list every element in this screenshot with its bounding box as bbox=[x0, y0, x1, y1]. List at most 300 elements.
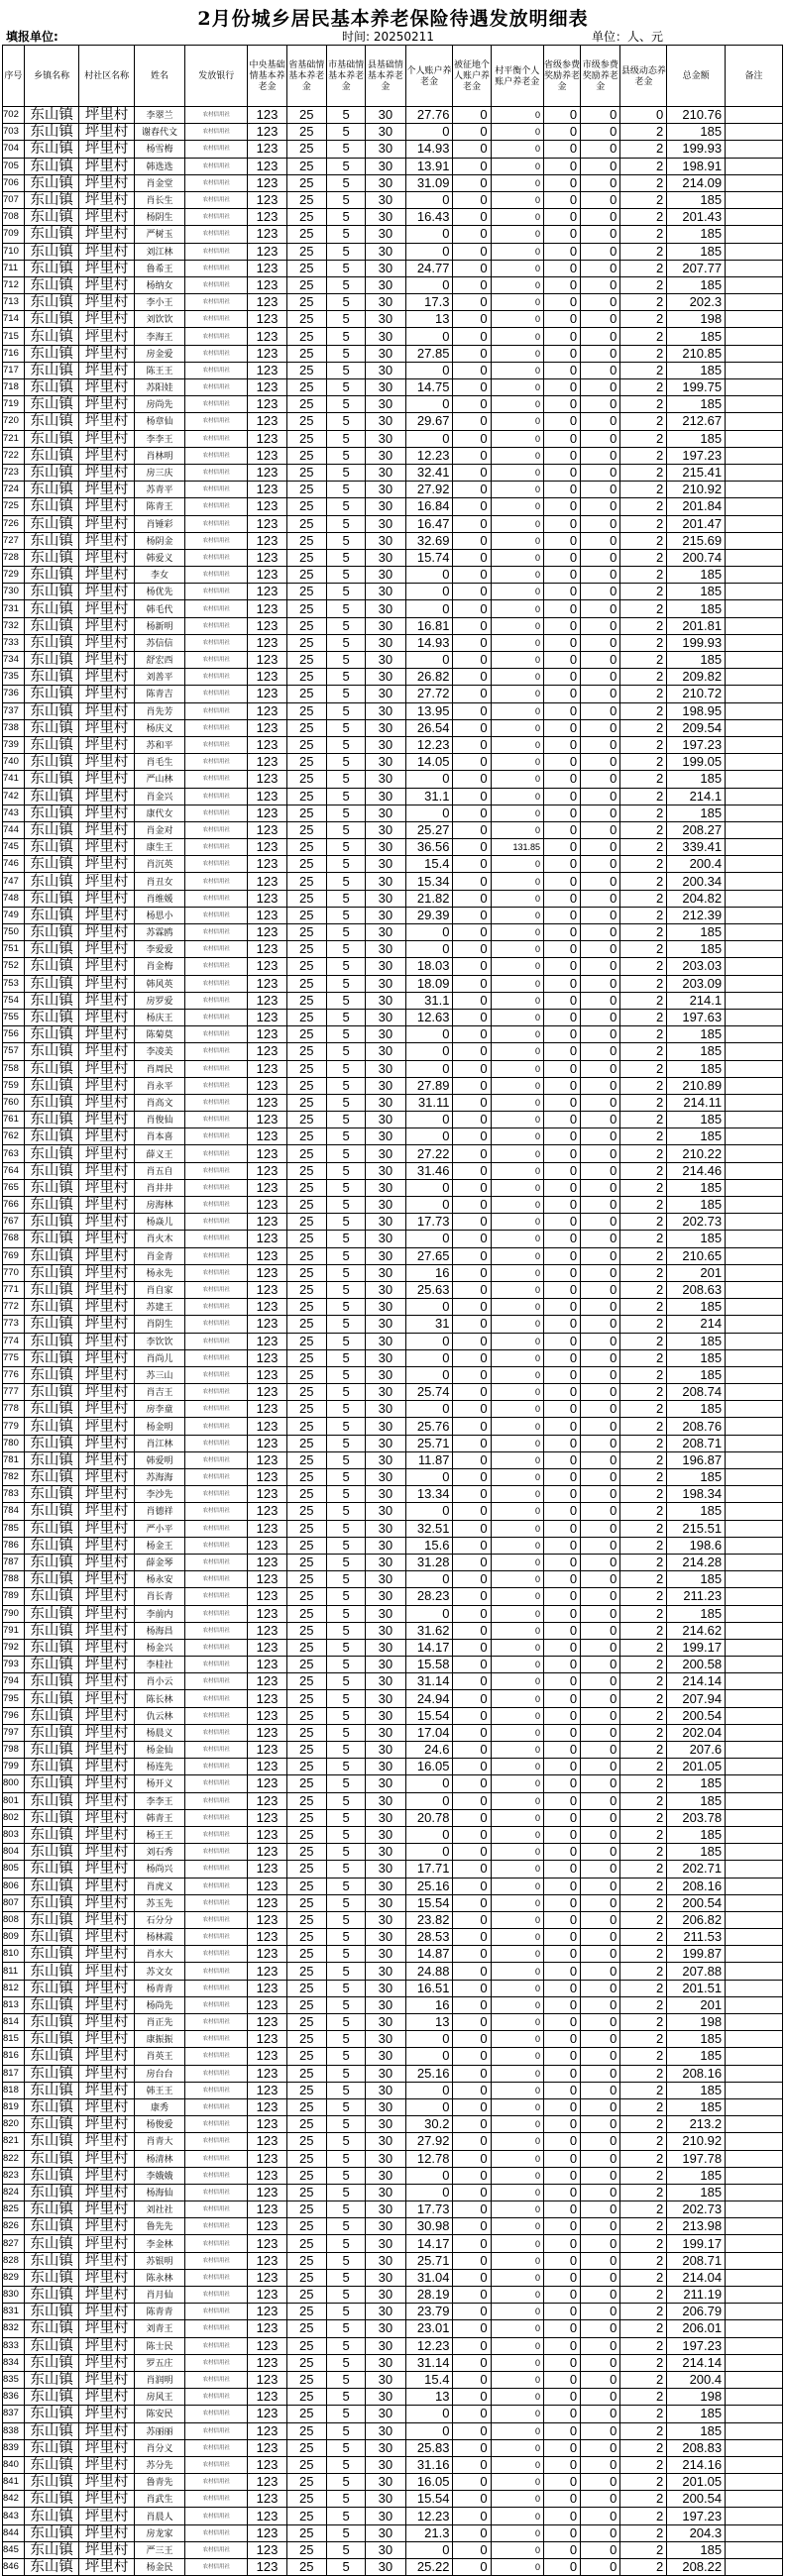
table-cell: 30 bbox=[366, 2082, 405, 2098]
table-cell: 25 bbox=[286, 345, 326, 362]
table-cell: 0 bbox=[453, 1094, 491, 1111]
table-cell: 766 bbox=[3, 1197, 25, 1214]
table-cell: 0 bbox=[544, 379, 581, 396]
table-row bbox=[3, 2508, 783, 2524]
table-cell: 25 bbox=[286, 617, 326, 634]
table-cell: 0 bbox=[581, 1657, 620, 1673]
table-cell: 25 bbox=[286, 1792, 326, 1809]
table-cell: 30 bbox=[366, 1435, 405, 1451]
table-cell: 203.03 bbox=[667, 958, 726, 975]
table-cell bbox=[726, 413, 783, 430]
table-cell bbox=[726, 2218, 783, 2235]
table-cell: 坪里村 bbox=[79, 1316, 135, 1333]
table-row bbox=[3, 702, 783, 719]
table-cell: 0 bbox=[453, 396, 491, 413]
table-cell: 25 bbox=[286, 2048, 326, 2065]
table-cell: 123 bbox=[248, 1026, 286, 1043]
table-cell: 坪里村 bbox=[79, 1349, 135, 1366]
table-cell: 0 bbox=[405, 1366, 453, 1383]
table-cell: 25 bbox=[286, 1809, 326, 1826]
table-cell: 5 bbox=[326, 634, 365, 651]
table-cell: 肖毛生 bbox=[134, 754, 184, 771]
table-cell: 5 bbox=[326, 2304, 365, 2320]
table-cell: 0 bbox=[544, 2491, 581, 2508]
table-cell: 25 bbox=[286, 260, 326, 276]
table-cell bbox=[726, 1145, 783, 1162]
table-cell: 782 bbox=[3, 1469, 25, 1486]
table-cell: 仇云林 bbox=[134, 1707, 184, 1724]
table-cell: 0 bbox=[544, 2406, 581, 2422]
table-cell: 0 bbox=[581, 2048, 620, 2065]
table-cell: 0 bbox=[453, 584, 491, 600]
table-cell: 0 bbox=[491, 771, 543, 788]
table-cell: 0 bbox=[491, 1673, 543, 1690]
table-cell: 2 bbox=[620, 1162, 667, 1179]
table-cell: 0 bbox=[453, 1775, 491, 1792]
table-cell: 康秀 bbox=[134, 2098, 184, 2115]
table-cell: 0 bbox=[491, 584, 543, 600]
table-cell: 农村信用社 bbox=[185, 1588, 248, 1605]
table-cell: 201.81 bbox=[667, 617, 726, 634]
table-cell: 0 bbox=[491, 174, 543, 191]
table-cell: 32.69 bbox=[405, 532, 453, 549]
table-cell: 肖月仙 bbox=[134, 2287, 184, 2304]
table-cell: 0 bbox=[491, 600, 543, 617]
table-cell: 208.76 bbox=[667, 1418, 726, 1435]
table-cell: 0 bbox=[491, 430, 543, 447]
table-cell: 0 bbox=[453, 2235, 491, 2252]
page-title: 2月份城乡居民基本养老保险待遇发放明细表 bbox=[197, 8, 589, 30]
table-cell bbox=[726, 1231, 783, 1247]
table-cell: 0 bbox=[491, 941, 543, 958]
table-cell: 2 bbox=[620, 1145, 667, 1162]
table-cell: 坪里村 bbox=[79, 617, 135, 634]
table-cell: 农村信用社 bbox=[185, 1026, 248, 1043]
table-cell: 农村信用社 bbox=[185, 1281, 248, 1298]
table-cell: 5 bbox=[326, 1826, 365, 1843]
table-cell: 14.17 bbox=[405, 2235, 453, 2252]
table-cell: 5 bbox=[326, 1894, 365, 1911]
table-cell: 123 bbox=[248, 1826, 286, 1843]
table-cell: 15.4 bbox=[405, 856, 453, 873]
table-cell: 农村信用社 bbox=[185, 430, 248, 447]
table-cell: 0 bbox=[544, 1451, 581, 1468]
table-cell: 0 bbox=[581, 1231, 620, 1247]
table-cell: 750 bbox=[3, 924, 25, 941]
table-cell: 30 bbox=[366, 1724, 405, 1741]
table-cell: 201.05 bbox=[667, 2474, 726, 2491]
table-cell: 774 bbox=[3, 1333, 25, 1349]
table-cell: 30 bbox=[366, 890, 405, 907]
table-cell: 农村信用社 bbox=[185, 1401, 248, 1418]
table-cell: 农村信用社 bbox=[185, 1197, 248, 1214]
table-cell: 16.51 bbox=[405, 1980, 453, 1996]
table-cell: 李凌美 bbox=[134, 1043, 184, 1060]
table-cell: 789 bbox=[3, 1588, 25, 1605]
table-cell: 0 bbox=[491, 1179, 543, 1196]
table-row bbox=[3, 567, 783, 584]
report-time: 时间: 20250211 bbox=[342, 30, 434, 44]
table-cell bbox=[726, 1469, 783, 1486]
table-cell: 0 bbox=[544, 873, 581, 890]
table-cell: 768 bbox=[3, 1231, 25, 1247]
table-cell: 杨庆王 bbox=[134, 1009, 184, 1025]
table-cell: 肖长青 bbox=[134, 1588, 184, 1605]
table-cell: 房风王 bbox=[134, 2389, 184, 2406]
table-cell: 0 bbox=[581, 209, 620, 226]
table-cell: 123 bbox=[248, 821, 286, 838]
table-row bbox=[3, 1486, 783, 1503]
table-cell bbox=[726, 1316, 783, 1333]
table-cell: 123 bbox=[248, 1742, 286, 1759]
table-cell: 185 bbox=[667, 600, 726, 617]
table-cell: 0 bbox=[581, 1469, 620, 1486]
table-cell: 农村信用社 bbox=[185, 1792, 248, 1809]
table-cell: 农村信用社 bbox=[185, 482, 248, 498]
table-cell: 796 bbox=[3, 1707, 25, 1724]
table-cell: 11.87 bbox=[405, 1451, 453, 1468]
table-cell: 0 bbox=[544, 1486, 581, 1503]
table-cell: 123 bbox=[248, 1299, 286, 1316]
table-cell: 5 bbox=[326, 1384, 365, 1401]
table-cell: 2 bbox=[620, 1537, 667, 1554]
table-cell: 25 bbox=[286, 2422, 326, 2439]
table-cell: 坪里村 bbox=[79, 158, 135, 174]
table-cell: 坪里村 bbox=[79, 856, 135, 873]
table-cell: 30 bbox=[366, 174, 405, 191]
table-cell: 东山镇 bbox=[24, 1060, 79, 1077]
table-cell: 208.16 bbox=[667, 1878, 726, 1894]
table-cell: 123 bbox=[248, 2287, 286, 2304]
table-cell bbox=[726, 2508, 783, 2524]
table-cell: 767 bbox=[3, 1214, 25, 1231]
table-cell: 0 bbox=[581, 243, 620, 260]
table-row bbox=[3, 1401, 783, 1418]
table-row bbox=[3, 1588, 783, 1605]
table-cell: 30 bbox=[366, 736, 405, 753]
table-cell: 0 bbox=[581, 1809, 620, 1826]
table-cell: 2 bbox=[620, 1826, 667, 1843]
table-cell: 坪里村 bbox=[79, 941, 135, 958]
table-row bbox=[3, 498, 783, 515]
table-cell: 0 bbox=[453, 924, 491, 941]
table-cell: 东山镇 bbox=[24, 1486, 79, 1503]
table-cell: 30 bbox=[366, 260, 405, 276]
table-cell: 东山镇 bbox=[24, 2098, 79, 2115]
table-row bbox=[3, 1707, 783, 1724]
table-cell: 东山镇 bbox=[24, 1469, 79, 1486]
table-cell: 0 bbox=[544, 2439, 581, 2456]
table-cell: 0 bbox=[581, 2218, 620, 2235]
table-cell: 123 bbox=[248, 1759, 286, 1775]
table-cell: 0 bbox=[544, 2474, 581, 2491]
table-cell: 5 bbox=[326, 158, 365, 174]
table-cell: 0 bbox=[544, 1281, 581, 1298]
column-header: 县级动态养老金 bbox=[620, 46, 667, 107]
table-cell: 农村信用社 bbox=[185, 890, 248, 907]
table-cell: 123 bbox=[248, 1946, 286, 1963]
table-cell: 0 bbox=[581, 174, 620, 191]
table-cell: 30 bbox=[366, 1009, 405, 1025]
table-cell: 30 bbox=[366, 2133, 405, 2150]
table-cell: 0 bbox=[491, 567, 543, 584]
table-row bbox=[3, 2337, 783, 2354]
table-cell: 农村信用社 bbox=[185, 1724, 248, 1741]
table-cell: 0 bbox=[544, 821, 581, 838]
table-cell: 0 bbox=[581, 924, 620, 941]
table-cell: 坪里村 bbox=[79, 276, 135, 293]
table-cell: 785 bbox=[3, 1520, 25, 1537]
table-cell: 123 bbox=[248, 1469, 286, 1486]
table-cell: 199.87 bbox=[667, 1946, 726, 1963]
table-cell: 0 bbox=[544, 2541, 581, 2558]
table-cell: 坪里村 bbox=[79, 719, 135, 736]
table-cell: 833 bbox=[3, 2337, 25, 2354]
table-cell: 0 bbox=[453, 1673, 491, 1690]
table-cell: 0 bbox=[581, 2082, 620, 2098]
table-cell: 25 bbox=[286, 1486, 326, 1503]
table-cell: 31.28 bbox=[405, 1554, 453, 1570]
table-cell bbox=[726, 805, 783, 821]
table-cell: 0 bbox=[544, 1060, 581, 1077]
table-cell: 2 bbox=[620, 617, 667, 634]
table-cell: 0 bbox=[581, 1537, 620, 1554]
table-cell: 0 bbox=[581, 379, 620, 396]
table-cell: 0 bbox=[491, 209, 543, 226]
table-cell: 25 bbox=[286, 515, 326, 532]
table-cell: 0 bbox=[544, 2559, 581, 2576]
table-row bbox=[3, 260, 783, 276]
table-cell: 0 bbox=[453, 2559, 491, 2576]
column-header: 村平衡个人账户养老金 bbox=[491, 46, 543, 107]
table-cell: 0 bbox=[544, 2337, 581, 2354]
table-cell: 0 bbox=[491, 2354, 543, 2371]
table-cell: 2 bbox=[620, 1247, 667, 1264]
table-cell: 5 bbox=[326, 1214, 365, 1231]
table-cell: 0 bbox=[581, 1588, 620, 1605]
table-cell: 30 bbox=[366, 1996, 405, 2013]
table-cell: 0 bbox=[491, 1316, 543, 1333]
table-cell: 陈青王 bbox=[134, 498, 184, 515]
table-cell: 农村信用社 bbox=[185, 1503, 248, 1520]
table-cell bbox=[726, 2184, 783, 2200]
table-cell: 0 bbox=[544, 1214, 581, 1231]
table-cell: 0 bbox=[453, 362, 491, 378]
table-cell: 0 bbox=[491, 2167, 543, 2184]
table-cell: 刘江林 bbox=[134, 243, 184, 260]
table-cell bbox=[726, 1605, 783, 1622]
table-cell: 185 bbox=[667, 1503, 726, 1520]
table-cell: 123 bbox=[248, 2389, 286, 2406]
table-cell: 2 bbox=[620, 1401, 667, 1418]
table-cell: 坪里村 bbox=[79, 2133, 135, 2150]
table-cell: 农村信用社 bbox=[185, 2201, 248, 2218]
table-cell: 0 bbox=[581, 617, 620, 634]
table-cell: 25 bbox=[286, 719, 326, 736]
table-cell: 812 bbox=[3, 1980, 25, 1996]
table-cell: 0 bbox=[405, 328, 453, 345]
table-cell: 31.11 bbox=[405, 1094, 453, 1111]
table-cell: 东山镇 bbox=[24, 1894, 79, 1911]
table-cell: 123 bbox=[248, 1980, 286, 1996]
table-cell: 坪里村 bbox=[79, 1946, 135, 1963]
column-header: 乡镇名称 bbox=[24, 46, 79, 107]
table-cell: 123 bbox=[248, 567, 286, 584]
table-cell: 738 bbox=[3, 719, 25, 736]
table-cell: 0 bbox=[491, 856, 543, 873]
table-cell: 185 bbox=[667, 396, 726, 413]
table-cell: 25 bbox=[286, 1724, 326, 1741]
table-cell bbox=[726, 1197, 783, 1214]
table-cell: 坪里村 bbox=[79, 1299, 135, 1316]
table-cell: 0 bbox=[453, 771, 491, 788]
table-cell: 农村信用社 bbox=[185, 243, 248, 260]
table-cell: 5 bbox=[326, 2082, 365, 2098]
table-cell: 0 bbox=[453, 2218, 491, 2235]
table-cell: 苏海海 bbox=[134, 1469, 184, 1486]
table-cell bbox=[726, 1980, 783, 1996]
table-cell: 27.85 bbox=[405, 345, 453, 362]
table-cell: 123 bbox=[248, 1605, 286, 1622]
table-cell: 东山镇 bbox=[24, 1554, 79, 1570]
table-cell: 5 bbox=[326, 686, 365, 702]
table-cell: 杨尚兴 bbox=[134, 1861, 184, 1878]
table-cell: 123 bbox=[248, 719, 286, 736]
table-cell: 0 bbox=[453, 209, 491, 226]
table-cell: 0 bbox=[491, 464, 543, 481]
table-cell: 30 bbox=[366, 141, 405, 158]
table-cell: 0 bbox=[544, 260, 581, 276]
table-cell: 206.01 bbox=[667, 2320, 726, 2337]
table-cell: 肖尚儿 bbox=[134, 1349, 184, 1366]
table-cell: 坪里村 bbox=[79, 2371, 135, 2388]
table-cell: 0 bbox=[544, 2456, 581, 2473]
table-cell: 0 bbox=[453, 141, 491, 158]
table-cell: 0 bbox=[544, 447, 581, 464]
table-cell: 0 bbox=[581, 1486, 620, 1503]
table-cell: 824 bbox=[3, 2184, 25, 2200]
table-cell: 2 bbox=[620, 174, 667, 191]
table-cell: 农村信用社 bbox=[185, 2014, 248, 2031]
table-cell: 740 bbox=[3, 754, 25, 771]
table-cell: 薛金琴 bbox=[134, 1554, 184, 1570]
table-cell bbox=[726, 2269, 783, 2286]
table-cell: 坪里村 bbox=[79, 498, 135, 515]
table-cell: 东山镇 bbox=[24, 754, 79, 771]
table-cell: 农村信用社 bbox=[185, 532, 248, 549]
table-cell: 0 bbox=[491, 1792, 543, 1809]
table-cell bbox=[726, 1554, 783, 1570]
table-cell: 坪里村 bbox=[79, 107, 135, 124]
table-cell: 0 bbox=[453, 482, 491, 498]
table-cell: 798 bbox=[3, 1742, 25, 1759]
table-cell: 837 bbox=[3, 2406, 25, 2422]
table-cell: 123 bbox=[248, 141, 286, 158]
table-cell: 0 bbox=[491, 805, 543, 821]
table-cell: 2 bbox=[620, 1214, 667, 1231]
table-cell: 5 bbox=[326, 1742, 365, 1759]
table-cell: 844 bbox=[3, 2524, 25, 2541]
table-cell: 0 bbox=[453, 1231, 491, 1247]
table-cell: 123 bbox=[248, 1094, 286, 1111]
table-cell: 0 bbox=[581, 1197, 620, 1214]
table-cell: 0 bbox=[453, 1299, 491, 1316]
table-cell: 2 bbox=[620, 2371, 667, 2388]
table-cell: 0 bbox=[544, 567, 581, 584]
table-row bbox=[3, 1742, 783, 1759]
table-cell: 5 bbox=[326, 1435, 365, 1451]
table-cell: 25 bbox=[286, 276, 326, 293]
table-cell: 30 bbox=[366, 1605, 405, 1622]
table-cell: 农村信用社 bbox=[185, 2559, 248, 2576]
table-cell bbox=[726, 1673, 783, 1690]
table-cell: 坪里村 bbox=[79, 1809, 135, 1826]
table-cell: 坪里村 bbox=[79, 2491, 135, 2508]
table-cell: 东山镇 bbox=[24, 567, 79, 584]
table-cell: 杨海仙 bbox=[134, 2184, 184, 2200]
table-cell: 31.46 bbox=[405, 1162, 453, 1179]
table-cell: 东山镇 bbox=[24, 396, 79, 413]
table-cell: 30 bbox=[366, 2491, 405, 2508]
table-cell: 31.1 bbox=[405, 992, 453, 1009]
table-cell: 李小王 bbox=[134, 294, 184, 311]
table-cell: 0 bbox=[581, 754, 620, 771]
table-cell: 0 bbox=[491, 158, 543, 174]
table-row bbox=[3, 1929, 783, 1946]
table-cell: 800 bbox=[3, 1775, 25, 1792]
table-cell: 0 bbox=[453, 1451, 491, 1468]
table-cell: 123 bbox=[248, 1112, 286, 1128]
table-cell: 5 bbox=[326, 617, 365, 634]
table-cell: 东山镇 bbox=[24, 2201, 79, 2218]
table-cell: 0 bbox=[544, 158, 581, 174]
table-cell: 农村信用社 bbox=[185, 2541, 248, 2558]
table-cell: 0 bbox=[453, 702, 491, 719]
table-cell: 0 bbox=[491, 975, 543, 992]
table-cell: 肖分义 bbox=[134, 2439, 184, 2456]
table-cell: 123 bbox=[248, 2320, 286, 2337]
table-cell: 5 bbox=[326, 2508, 365, 2524]
table-cell: 30 bbox=[366, 1112, 405, 1128]
table-cell: 东山镇 bbox=[24, 1316, 79, 1333]
table-cell: 26.82 bbox=[405, 669, 453, 686]
table-cell: 797 bbox=[3, 1724, 25, 1741]
table-cell: 0 bbox=[581, 1894, 620, 1911]
table-cell: 123 bbox=[248, 2337, 286, 2354]
table-cell: 2 bbox=[620, 1281, 667, 1298]
table-cell: 坪里村 bbox=[79, 1247, 135, 1264]
table-cell: 30 bbox=[366, 1878, 405, 1894]
table-cell: 0 bbox=[581, 1554, 620, 1570]
table-cell: 123 bbox=[248, 2559, 286, 2576]
table-cell: 814 bbox=[3, 2014, 25, 2031]
table-cell: 5 bbox=[326, 379, 365, 396]
table-cell: 0 bbox=[453, 2304, 491, 2320]
table-cell: 30 bbox=[366, 482, 405, 498]
table-cell: 704 bbox=[3, 141, 25, 158]
table-cell: 5 bbox=[326, 2389, 365, 2406]
table-cell: 0 bbox=[453, 107, 491, 124]
table-cell: 123 bbox=[248, 1366, 286, 1383]
table-cell: 农村信用社 bbox=[185, 1537, 248, 1554]
table-cell: 5 bbox=[326, 821, 365, 838]
table-cell: 0 bbox=[544, 1247, 581, 1264]
table-cell: 5 bbox=[326, 2014, 365, 2031]
table-cell: 25 bbox=[286, 2235, 326, 2252]
table-cell: 坪里村 bbox=[79, 754, 135, 771]
table-cell: 2 bbox=[620, 1264, 667, 1281]
table-row bbox=[3, 2422, 783, 2439]
